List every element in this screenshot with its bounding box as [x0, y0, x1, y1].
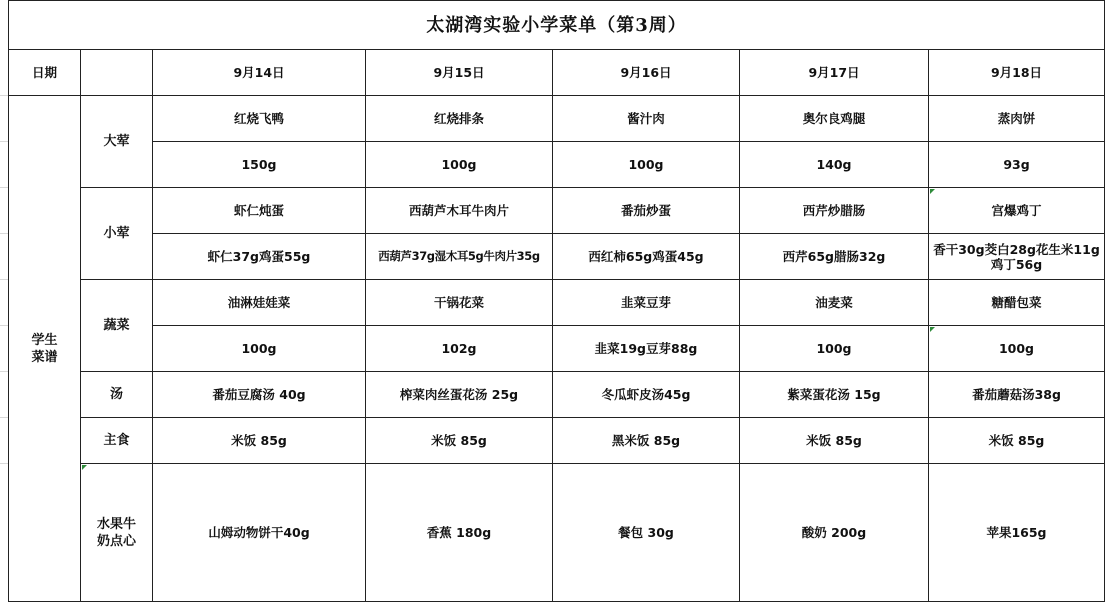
snack-cell: 酸奶 200g — [740, 464, 929, 602]
snack-row — [9, 464, 1105, 602]
date-label: 日期 — [9, 50, 81, 96]
dish-cell: 蒸肉饼 — [929, 96, 1105, 142]
dish-cell: 宫爆鸡丁 — [929, 188, 1105, 234]
weight-cell: 西芹65g腊肠32g — [740, 234, 929, 280]
soup-cell: 冬瓜虾皮汤45g — [553, 372, 740, 418]
section-label: 学生菜谱 — [31, 332, 58, 365]
weight-cell: 韭菜19g豆芽88g — [553, 326, 740, 372]
weight-cell: 虾仁37g鸡蛋55g — [153, 234, 366, 280]
weight-cell: 西葫芦37g湿木耳5g牛肉片35g — [366, 234, 553, 280]
dish-cell: 油麦菜 — [740, 280, 929, 326]
row-gridline — [0, 141, 8, 142]
side-weight-row — [9, 234, 1105, 280]
dish-cell: 韭菜豆芽 — [553, 280, 740, 326]
row-gridline — [0, 279, 8, 280]
date-cell: 9月16日 — [553, 50, 740, 96]
date-cell: 9月14日 — [153, 50, 366, 96]
staple-cell: 黑米饭 85g — [553, 418, 740, 464]
title-row — [9, 1, 1105, 50]
staple-cell: 米饭 85g — [153, 418, 366, 464]
dish-cell: 红烧排条 — [366, 96, 553, 142]
section-label-cell — [9, 96, 81, 602]
date-cell: 9月15日 — [366, 50, 553, 96]
row-gridline — [0, 463, 8, 464]
weight-cell: 140g — [740, 142, 929, 188]
soup-cell: 番茄蘑菇汤38g — [929, 372, 1105, 418]
snack-cell: 香蕉 180g — [366, 464, 553, 602]
weight-cell: 102g — [366, 326, 553, 372]
soup-cell: 榨菜肉丝蛋花汤 25g — [366, 372, 553, 418]
date-row — [9, 50, 1105, 96]
dish-cell: 酱汁肉 — [553, 96, 740, 142]
empty-cell — [81, 50, 153, 96]
snack-cell: 苹果165g — [929, 464, 1105, 602]
side-dish-row — [9, 188, 1105, 234]
category-staple: 主食 — [81, 418, 153, 464]
date-cell: 9月17日 — [740, 50, 929, 96]
staple-cell: 米饭 85g — [929, 418, 1105, 464]
dish-cell: 西葫芦木耳牛肉片 — [366, 188, 553, 234]
snack-cell: 餐包 30g — [553, 464, 740, 602]
category-snack-cell — [81, 464, 153, 602]
dish-cell: 番茄炒蛋 — [553, 188, 740, 234]
weight-cell: 93g — [929, 142, 1105, 188]
cell-comment-marker — [930, 327, 935, 332]
soup-cell: 紫菜蛋花汤 15g — [740, 372, 929, 418]
dish-cell: 红烧飞鸭 — [153, 96, 366, 142]
weight-cell: 100g — [553, 142, 740, 188]
soup-row — [9, 372, 1105, 418]
staple-cell: 米饭 85g — [740, 418, 929, 464]
category-soup: 汤 — [81, 372, 153, 418]
staple-cell: 米饭 85g — [366, 418, 553, 464]
date-cell: 9月18日 — [929, 50, 1105, 96]
weight-cell: 150g — [153, 142, 366, 188]
dish-cell: 虾仁炖蛋 — [153, 188, 366, 234]
row-gridline — [0, 95, 8, 96]
row-gridline — [0, 325, 8, 326]
cell-comment-marker — [930, 189, 935, 194]
row-gridline — [0, 187, 8, 188]
row-gridline — [0, 371, 8, 372]
veg-weight-row — [9, 326, 1105, 372]
menu-title: 太湖湾实验小学菜单（第3周） — [9, 1, 1105, 50]
dish-cell: 油淋娃娃菜 — [153, 280, 366, 326]
weight-cell: 100g — [366, 142, 553, 188]
weight-cell: 西红柿65g鸡蛋45g — [553, 234, 740, 280]
category-main: 大荤 — [81, 96, 153, 188]
staple-row — [9, 418, 1105, 464]
row-gridline — [0, 417, 8, 418]
dish-cell: 西芹炒腊肠 — [740, 188, 929, 234]
dish-cell: 糖醋包菜 — [929, 280, 1105, 326]
category-side: 小荤 — [81, 188, 153, 280]
weight-cell: 100g — [153, 326, 366, 372]
weight-cell: 100g — [929, 326, 1105, 372]
cell-comment-marker — [82, 465, 87, 470]
snack-cell: 山姆动物饼干40g — [153, 464, 366, 602]
soup-cell: 番茄豆腐汤 40g — [153, 372, 366, 418]
row-gridline — [0, 233, 8, 234]
main-dish-row — [9, 96, 1105, 142]
category-snack: 水果牛奶点心 — [96, 516, 136, 549]
weight-cell: 香干30g茭白28g花生米11g 鸡丁56g — [929, 234, 1105, 280]
category-veg: 蔬菜 — [81, 280, 153, 372]
weight-cell: 100g — [740, 326, 929, 372]
menu-table — [8, 0, 1105, 602]
dish-cell: 奥尔良鸡腿 — [740, 96, 929, 142]
veg-dish-row — [9, 280, 1105, 326]
main-weight-row — [9, 142, 1105, 188]
dish-cell: 干锅花菜 — [366, 280, 553, 326]
